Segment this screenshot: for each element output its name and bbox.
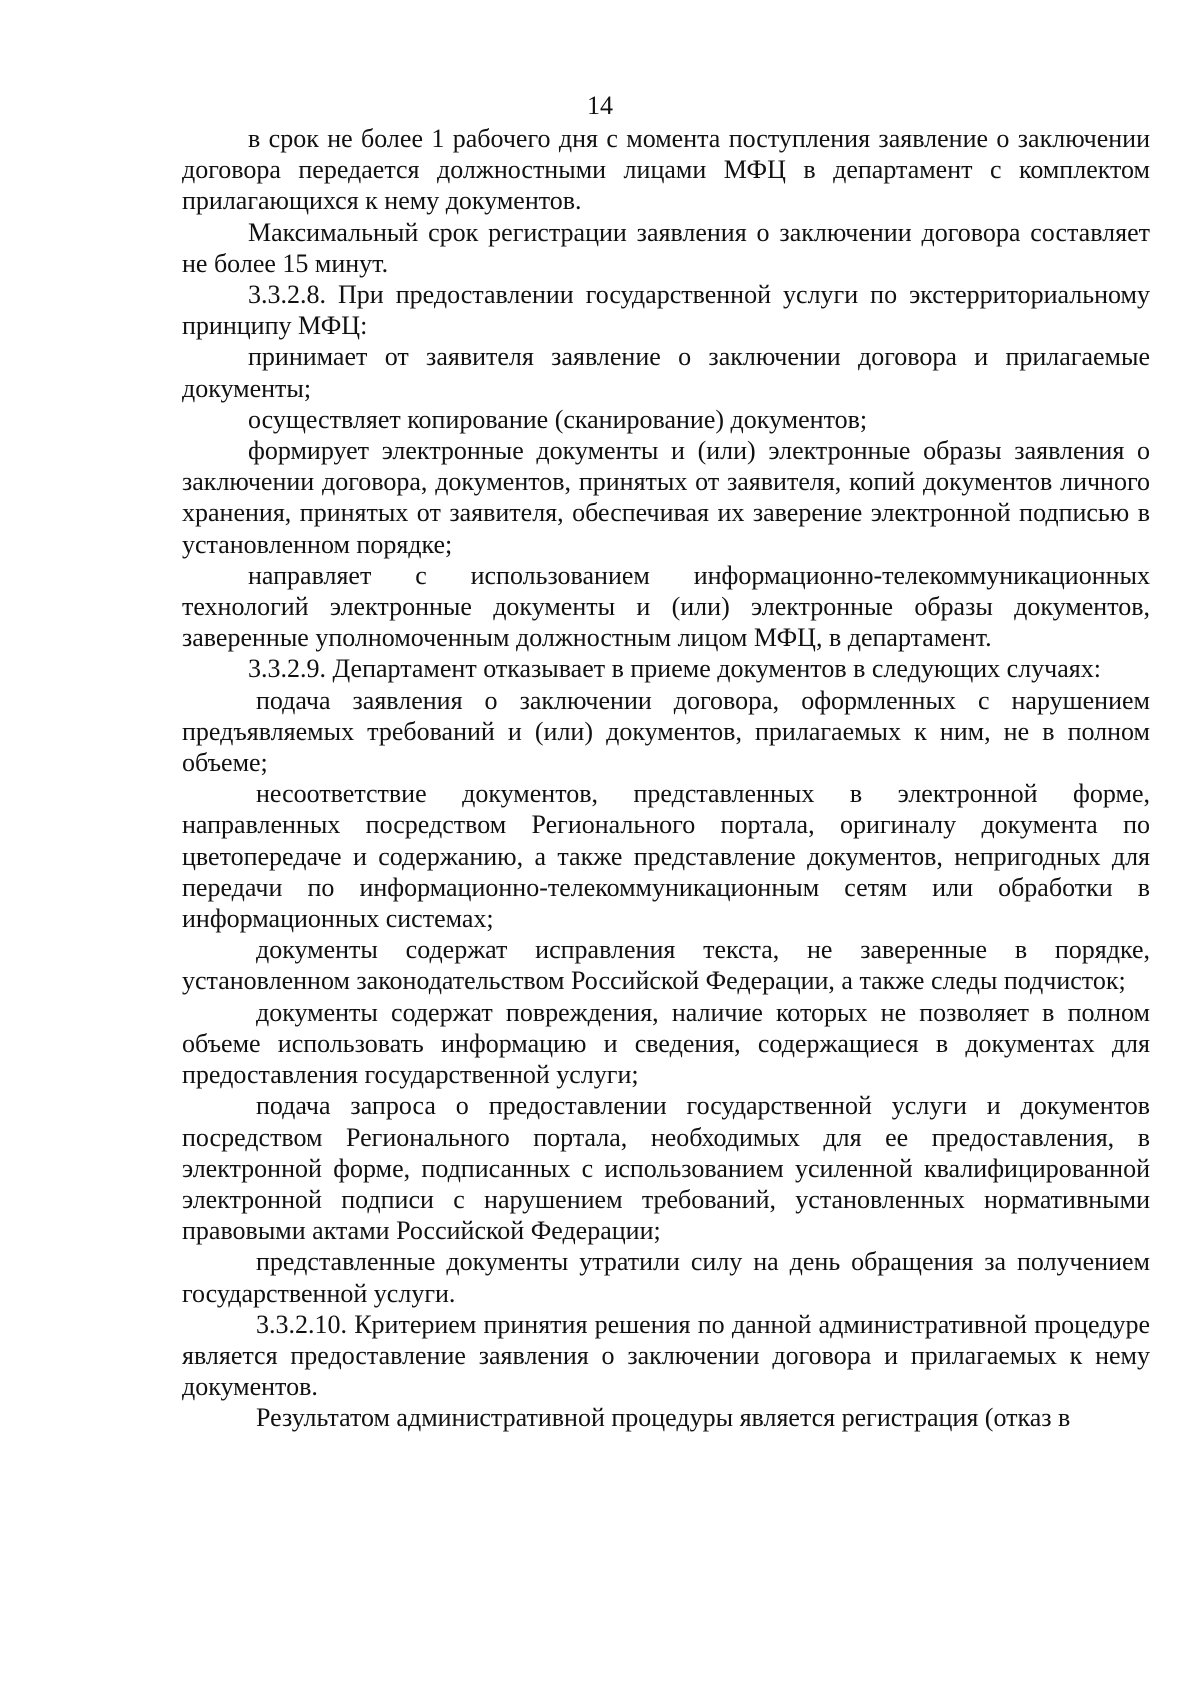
paragraph: Максимальный срок регистрации заявления о заключении договора составляет не более 15 минут.	[182, 217, 1150, 278]
paragraph: подача заявления о заключении договора, оформленных с нарушением предъявляемых требований и (или) документов, прилагаемых к ним, не в полном объеме;	[182, 685, 1150, 778]
paragraph: Результатом административной процедуры является регистрация (отказ в	[256, 1403, 1071, 1433]
paragraph: подача запроса о предоставлении государственной услуги и документов посредством Регионального портала, необходимых для ее предоставления, в электронной форме, подписанных с использованием усиленной квалифицированной электронной подписи с нарушением требований, установленных нормативными правовыми актами Российской Федерации;	[182, 1091, 1150, 1246]
paragraph: документы содержат повреждения, наличие которых не позволяет в полном объеме использовать информацию и сведения, содержащиеся в документах для предоставления государственной услуги;	[182, 997, 1150, 1090]
paragraph: принимает от заявителя заявление о заключении договора и прилагаемые документы;	[182, 342, 1150, 403]
paragraph: 3.3.2.8. При предоставлении государственной услуги по экстерриториальному принципу МФЦ:	[182, 280, 1150, 341]
paragraph: осуществляет копирование (сканирование) документов;	[248, 404, 868, 434]
paragraph: 3.3.2.10. Критерием принятия решения по данной административной процедуре является предоставление заявления о заключении договора и прилагаемых к нему документов.	[182, 1309, 1150, 1402]
paragraph: 3.3.2.9. Департамент отказывает в приеме документов в следующих случаях:	[248, 654, 1101, 684]
paragraph: представленные документы утратили силу на день обращения за получением государственной услуги.	[182, 1247, 1150, 1308]
paragraph: в срок не более 1 рабочего дня с момента поступления заявление о заключении договора передается должностными лицами МФЦ в департамент с комплектом прилагающихся к нему документов.	[182, 124, 1150, 216]
paragraph: формирует электронные документы и (или) электронные образы заявления о заключении договора, документов, принятых от заявителя, копий документов личного хранения, принятых от заявителя, обеспечивая их заверение электронной подписью в установленном порядке;	[182, 436, 1150, 559]
paragraph: документы содержат исправления текста, не заверенные в порядке, установленном законодательством Российской Федерации, а также следы подчисток;	[182, 935, 1150, 996]
page-number: 14	[587, 91, 613, 120]
paragraph: несоответствие документов, представленных в электронной форме, направленных посредством Регионального портала, оригиналу документа по цветопередаче и содержанию, а также представление документов, непригодных для передачи по информационно-телекоммуникационным сетям или обработки в информационных системах;	[182, 779, 1150, 934]
paragraph: направляет с использованием информационно-телекоммуникационных технологий электронные документы и (или) электронные образы документов, заверенные уполномоченным должностным лицом МФЦ, в департамент.	[182, 560, 1150, 653]
document-body	[182, 123, 1150, 1434]
